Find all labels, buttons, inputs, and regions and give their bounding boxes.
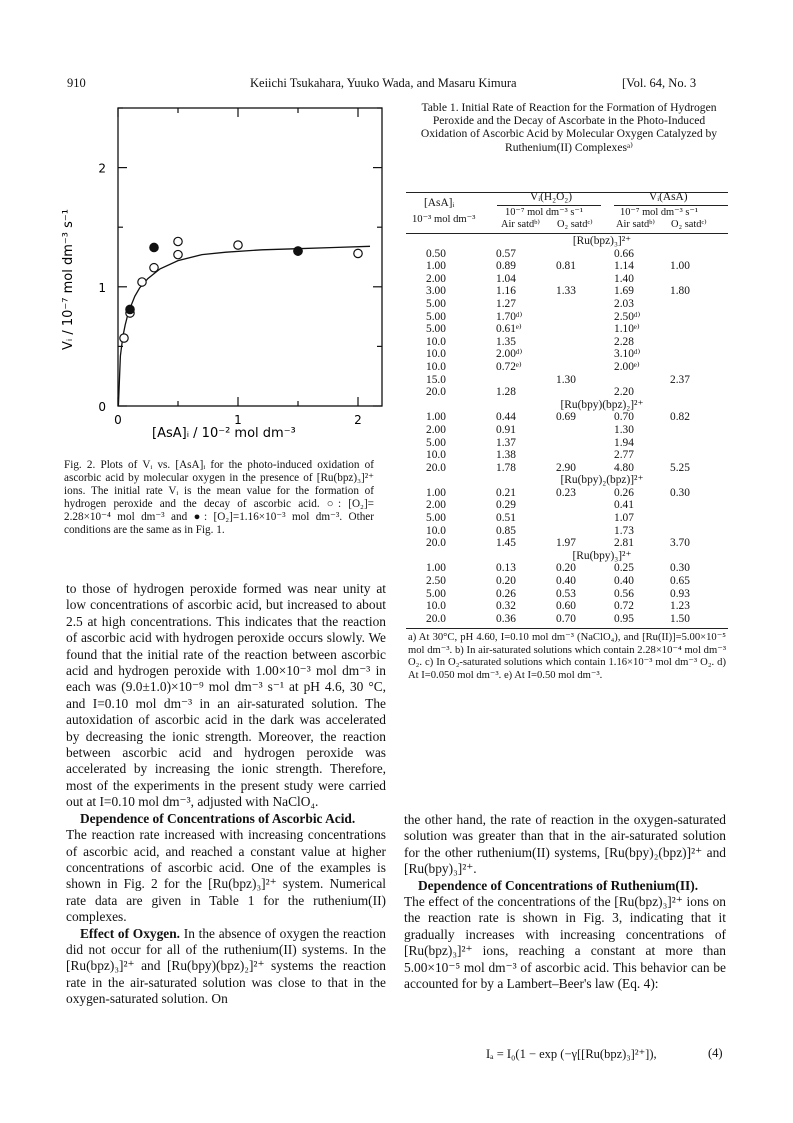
- paragraph-oxygen: In the absence of oxygen the reaction did not occur for all of the ruthenium(II) systems. In the [Ru(bpz)₃]²⁺ and [Ru(bpy)(bpz)₂]²⁺ systems the reaction rate in the air-saturated solution was close to that in the oxygen-saturated solution. On: [66, 925, 386, 1007]
- table-cell: 1.04: [496, 272, 516, 285]
- table-cell: 0.72: [614, 600, 634, 613]
- table-cell: [556, 424, 614, 437]
- table-cell: 0.26: [614, 486, 634, 499]
- table-cell: 0.81: [556, 260, 576, 273]
- table-cell: [670, 386, 728, 399]
- table-cell: 2.81: [614, 537, 634, 550]
- y-tick-label: 0: [98, 400, 106, 414]
- table-cell: 10.0: [426, 449, 446, 462]
- left-column-text: [66, 581, 386, 1008]
- data-point-air-saturated: [354, 249, 362, 257]
- table-cell: 1.37: [496, 436, 516, 449]
- table-cell: 1.00: [670, 260, 690, 273]
- table-1-body: [406, 235, 728, 625]
- table-row: [406, 424, 728, 437]
- equation-4: Iₐ = I₀(1 − exp (−γ[[Ru(bpz)₃]²⁺]),: [486, 1047, 657, 1061]
- table-cell: 2.00ᵈ⁾: [496, 348, 523, 361]
- table-cell: 5.00: [426, 310, 446, 323]
- table-group-title: [Ru(bpy)₃]²⁺: [572, 549, 632, 562]
- table-cell: 0.53: [556, 587, 576, 600]
- col-asa: [AsA]ᵢ: [424, 197, 455, 209]
- table-cell: 10.0: [426, 360, 446, 373]
- table-row: [406, 285, 728, 298]
- header-o2-1: O₂ satdᶜ⁾: [557, 219, 593, 230]
- table-cell: 0.95: [614, 612, 634, 625]
- table-row: [406, 386, 728, 399]
- table-1-footnote: a) At 30°C, pH 4.60, I=0.10 mol dm⁻³ (NaClO₄), and [Ru(II)]=5.00×10⁻⁵ mol dm⁻³. b) In air-saturated solutions which contain 2.28×10⁻⁴ mol dm⁻³ O₂. c) In O₂-saturated solutions which contain 1.16×10⁻³ mol dm⁻³ O₂. d) At I=0.050 mol dm⁻³. e) At I=0.50 mol dm⁻³.: [408, 632, 726, 681]
- table-cell: 0.25: [614, 562, 634, 575]
- table-cell: 0.36: [496, 612, 516, 625]
- table-cell: 0.30: [670, 486, 690, 499]
- table-cell: 0.26: [496, 587, 516, 600]
- table-cell: 10.0: [426, 600, 446, 613]
- table-cell: 2.00ᵉ⁾: [614, 360, 640, 373]
- table-1: [406, 192, 728, 682]
- section-heading-ruthenium: Dependence of Concentrations of Ruthenium(II).: [418, 877, 699, 893]
- data-point-o2-saturated: [126, 305, 134, 313]
- table-cell: 1.50: [670, 612, 690, 625]
- table-cell: 2.00: [426, 423, 446, 436]
- table-cell: 0.51: [496, 512, 516, 525]
- table-cell: 0.29: [496, 499, 516, 512]
- table-cell: 3.00: [426, 285, 446, 298]
- table-cell: 0.32: [496, 600, 516, 613]
- table-group-title: [Ru(bpy)₂(bpz)]²⁺: [560, 474, 644, 487]
- col-asa-unit: 10⁻³ mol dm⁻³: [412, 214, 476, 225]
- equation-number: (4): [708, 1046, 723, 1060]
- table-cell: [556, 512, 614, 525]
- data-point-air-saturated: [150, 264, 158, 272]
- table-cell: 0.70: [556, 612, 576, 625]
- table-row: [406, 588, 728, 601]
- table-row: [406, 311, 728, 324]
- header-o2-2: O₂ satdᶜ⁾: [671, 219, 707, 230]
- data-point-air-saturated: [138, 278, 146, 286]
- table-cell: [556, 298, 614, 311]
- table-row: [406, 449, 728, 462]
- data-point-air-saturated: [174, 237, 182, 245]
- table-cell: [670, 512, 728, 525]
- table-cell: [556, 499, 614, 512]
- table-cell: [556, 273, 614, 286]
- table-group-title: [Ru(bpz)₃]²⁺: [572, 235, 632, 247]
- table-cell: 0.70: [614, 411, 634, 424]
- table-cell: [670, 323, 728, 336]
- table-cell: 1.70ᵈ⁾: [496, 310, 523, 323]
- table-cell: [670, 449, 728, 462]
- table-cell: 0.50: [426, 247, 446, 260]
- table-row: [406, 512, 728, 525]
- table-cell: 0.40: [614, 575, 634, 588]
- table-cell: [556, 525, 614, 538]
- data-point-o2-saturated: [150, 243, 158, 251]
- table-row: [406, 600, 728, 613]
- table-cell: 0.57: [496, 247, 516, 260]
- x-tick-label: 0: [114, 413, 122, 427]
- table-cell: 1.30: [556, 373, 576, 386]
- table-cell: [496, 374, 556, 387]
- table-cell: 10.0: [426, 335, 446, 348]
- table-cell: [556, 311, 614, 324]
- table-cell: 1.00: [426, 411, 446, 424]
- header-air-2: Air satdᵇ⁾: [616, 219, 655, 230]
- journal-volume: [Vol. 64, No. 3: [622, 76, 697, 90]
- table-cell: 5.00: [426, 297, 446, 310]
- y-axis-label: Vᵢ / 10⁻⁷ mol dm⁻³ s⁻¹: [61, 209, 76, 350]
- table-cell: 0.91: [496, 423, 516, 436]
- table-row: [406, 575, 728, 588]
- table-cell: 15.0: [426, 373, 446, 386]
- table-row: [406, 411, 728, 424]
- table-cell: [670, 336, 728, 349]
- section-heading-ascorbic: Dependence of Concentrations of Ascorbic Acid.: [80, 810, 356, 826]
- table-cell: 1.35: [496, 335, 516, 348]
- table-cell: 0.85: [496, 524, 516, 537]
- table-row: [406, 462, 728, 475]
- table-cell: 1.80: [670, 285, 690, 298]
- table-cell: [556, 323, 614, 336]
- table-cell: 0.60: [556, 600, 576, 613]
- table-row: [406, 374, 728, 387]
- table-cell: 1.00: [426, 260, 446, 273]
- table-cell: 1.73: [614, 524, 634, 537]
- table-row: [406, 336, 728, 349]
- paragraph-oxygen-cont: the other hand, the rate of reaction in the oxygen-saturated solution was greater than that in the air-saturated solution for the other ruthenium(II) systems, [Ru(bpy)₂(bpz)]²⁺ and [Ru(bpy)₃]²⁺.: [404, 812, 726, 877]
- table-cell: 0.56: [614, 587, 634, 600]
- table-row: [406, 260, 728, 273]
- table-cell: 1.07: [614, 512, 634, 525]
- table-cell: [670, 361, 728, 374]
- data-point-air-saturated: [120, 334, 128, 342]
- figure-2-caption: Fig. 2. Plots of Vᵢ vs. [AsA]ᵢ for the photo-induced oxidation of ascorbic acid by molecular oxygen in the presence of [Ru(bpz)₃]²⁺ ions. The initial rate Vᵢ is the mean value for the formation of hydrogen peroxide and the decay of ascorbic acid. ○: [O₂]= 2.28×10⁻⁴ mol dm⁻³ and ●: [O₂]=1.16×10⁻³ mol dm⁻³. Other conditions are the same as in Fig. 1.: [64, 459, 374, 537]
- paragraph-continued: to those of hydrogen peroxide formed was near unity at low concentrations of ascorbic acid, but increased to about 2.5 at high concentrations. This indicates that the reaction of ascorbic acid with hydrogen peroxide occurs slowly. We found that the initial rate of the reaction between ascorbic acid and hydrogen peroxide with 1.00×10⁻³ mol dm⁻³ in each was (9.0±1.0)×10⁻⁹ mol dm⁻³ s⁻¹ at pH 4.6, 30 °C, and I=0.10 mol dm⁻³ in an air-saturated solution. The autoxidation of ascorbic acid in the dark was accelerated by decreasing the ionic strength. Moreover, the reaction between ascorbic acid and hydrogen peroxide was accelerated by increasing the ionic strength. Therefore, most of the experiments in the present study were carried out at I=0.10 mol dm⁻³, adjusted with NaClO₄.: [66, 581, 386, 810]
- x-axis-label: [AsA]ᵢ / 10⁻² mol dm⁻³: [152, 426, 296, 441]
- rate-unit-asa: 10⁻⁷ mol dm⁻³ s⁻¹: [620, 207, 698, 218]
- page-number: 910: [67, 76, 86, 90]
- table-cell: 1.38: [496, 449, 516, 462]
- table-row: [406, 248, 728, 261]
- x-tick-label: 2: [354, 413, 362, 427]
- table-row: [406, 525, 728, 538]
- table-row: [406, 323, 728, 336]
- table-cell: 1.23: [670, 600, 690, 613]
- table-cell: 5.00: [426, 512, 446, 525]
- table-group-title: [Ru(bpy)(bpz)₂]²⁺: [560, 398, 644, 411]
- table-cell: [556, 386, 614, 399]
- table-cell: 1.28: [496, 386, 516, 399]
- table-row: [406, 298, 728, 311]
- table-row: [406, 487, 728, 500]
- table-cell: [670, 499, 728, 512]
- table-cell: 0.89: [496, 260, 516, 273]
- table-cell: [614, 374, 670, 387]
- table-cell: [670, 525, 728, 538]
- table-cell: 0.13: [496, 562, 516, 575]
- table-cell: 0.41: [614, 499, 634, 512]
- table-cell: 0.82: [670, 411, 690, 424]
- table-cell: [556, 248, 614, 261]
- table-cell: 20.0: [426, 461, 446, 474]
- table-cell: 0.30: [670, 562, 690, 575]
- table-cell: 2.03: [614, 297, 634, 310]
- table-cell: 0.65: [670, 575, 690, 588]
- table-cell: [670, 424, 728, 437]
- table-cell: 5.00: [426, 323, 446, 336]
- header-air-1: Air satdᵇ⁾: [501, 219, 540, 230]
- section-heading-oxygen: Effect of Oxygen.: [80, 925, 181, 941]
- table-cell: 1.69: [614, 285, 634, 298]
- table-cell: 0.20: [496, 575, 516, 588]
- table-cell: 2.28: [614, 335, 634, 348]
- table-cell: 1.27: [496, 297, 516, 310]
- table-cell: 20.0: [426, 386, 446, 399]
- table-row: [406, 361, 728, 374]
- table-cell: 0.69: [556, 411, 576, 424]
- table-cell: 1.40: [614, 272, 634, 285]
- table-cell: [670, 311, 728, 324]
- table-cell: 2.50: [426, 575, 446, 588]
- y-tick-label: 1: [98, 280, 106, 295]
- col-asa-rate: Vᵢ(AsA): [649, 191, 688, 203]
- table-cell: [556, 449, 614, 462]
- table-cell: 1.78: [496, 461, 516, 474]
- table-cell: 2.77: [614, 449, 634, 462]
- table-cell: [670, 437, 728, 450]
- table-cell: 1.00: [426, 562, 446, 575]
- paragraph-ruthenium: The effect of the concentrations of the [Ru(bpz)₃]²⁺ ions on the reaction rate is shown in Fig. 3, indicating that it gradually increases with increasing concentrations of [Ru(bpz)₃]²⁺ ions, reaching a constant at more than 5.00×10⁻⁵ mol dm⁻³ of ascorbic acid. This behavior can be accounted for by a Lambert–Beer's law (Eq. 4):: [404, 894, 726, 992]
- rate-unit-h2o2: 10⁻⁷ mol dm⁻³ s⁻¹: [505, 207, 583, 218]
- table-cell: 1.94: [614, 436, 634, 449]
- table-cell: [670, 273, 728, 286]
- data-point-air-saturated: [234, 241, 242, 249]
- table-cell: 1.10ᵉ⁾: [614, 323, 640, 336]
- table-cell: 20.0: [426, 612, 446, 625]
- table-row: [406, 613, 728, 626]
- table-cell: 20.0: [426, 537, 446, 550]
- data-point-air-saturated: [174, 250, 182, 258]
- table-cell: 1.16: [496, 285, 516, 298]
- table-cell: 0.72ᵉ⁾: [496, 360, 522, 373]
- table-row: [406, 348, 728, 361]
- table-cell: 3.70: [670, 537, 690, 550]
- data-point-o2-saturated: [294, 247, 302, 255]
- table-row: [406, 273, 728, 286]
- table-cell: 1.30: [614, 423, 634, 436]
- table-cell: 1.45: [496, 537, 516, 550]
- table-cell: 0.40: [556, 575, 576, 588]
- x-tick-label: 1: [234, 413, 242, 427]
- table-cell: [556, 437, 614, 450]
- table-row: [406, 537, 728, 550]
- table-cell: 0.66: [614, 247, 634, 260]
- table-cell: [670, 248, 728, 261]
- table-cell: 5.00: [426, 436, 446, 449]
- table-cell: [670, 298, 728, 311]
- col-h2o2: Vᵢ(H₂O₂): [530, 191, 573, 203]
- table-row: [406, 437, 728, 450]
- table-cell: [670, 348, 728, 361]
- table-row: [406, 499, 728, 512]
- table-cell: 10.0: [426, 348, 446, 361]
- plot-frame: [118, 108, 382, 406]
- table-cell: 5.25: [670, 461, 690, 474]
- table-cell: 2.50ᵈ⁾: [614, 310, 641, 323]
- table-cell: 2.00: [426, 499, 446, 512]
- table-1-title: Table 1. Initial Rate of Reaction for the Formation of Hydrogen Peroxide and the Decay of Ascorbate in the Photo-Induced Oxidation of Ascorbic Acid by Molecular Oxygen Catalyzed by Ruthenium(II) Complexesᵃ⁾: [420, 101, 718, 154]
- table-cell: 0.44: [496, 411, 516, 424]
- paragraph-ascorbic: The reaction rate increased with increasing concentrations of ascorbic acid, and reached a constant value at higher concentrations of ascorbic acid. One of the examples is shown in Fig. 2 for the [Ru(bpz)₃]²⁺ system. Numerical rate data are given in Table 1 for the ruthenium(II) complexes.: [66, 827, 386, 925]
- table-cell: 1.33: [556, 285, 576, 298]
- table-cell: 3.10ᵈ⁾: [614, 348, 641, 361]
- table-cell: 0.20: [556, 562, 576, 575]
- running-authors: Keiichi Tsukahara, Yuuko Wada, and Masaru Kimura: [250, 76, 517, 90]
- figure-2-chart: [52, 100, 392, 448]
- table-cell: 10.0: [426, 524, 446, 537]
- table-row: [406, 562, 728, 575]
- y-tick-label: 2: [98, 161, 106, 176]
- table-cell: 4.80: [614, 461, 634, 474]
- table-cell: [556, 336, 614, 349]
- table-cell: 0.23: [556, 486, 576, 499]
- table-cell: [556, 361, 614, 374]
- table-cell: 0.93: [670, 587, 690, 600]
- table-cell: 1.14: [614, 260, 634, 273]
- table-cell: 1.00: [426, 486, 446, 499]
- table-cell: 2.90: [556, 461, 576, 474]
- table-cell: 0.61ᵉ⁾: [496, 323, 522, 336]
- table-cell: 2.00: [426, 272, 446, 285]
- table-cell: 1.97: [556, 537, 576, 550]
- right-column-text: [404, 812, 726, 992]
- table-cell: 5.00: [426, 587, 446, 600]
- table-cell: 0.21: [496, 486, 516, 499]
- table-cell: [556, 348, 614, 361]
- table-cell: 2.37: [670, 373, 690, 386]
- table-cell: 2.20: [614, 386, 634, 399]
